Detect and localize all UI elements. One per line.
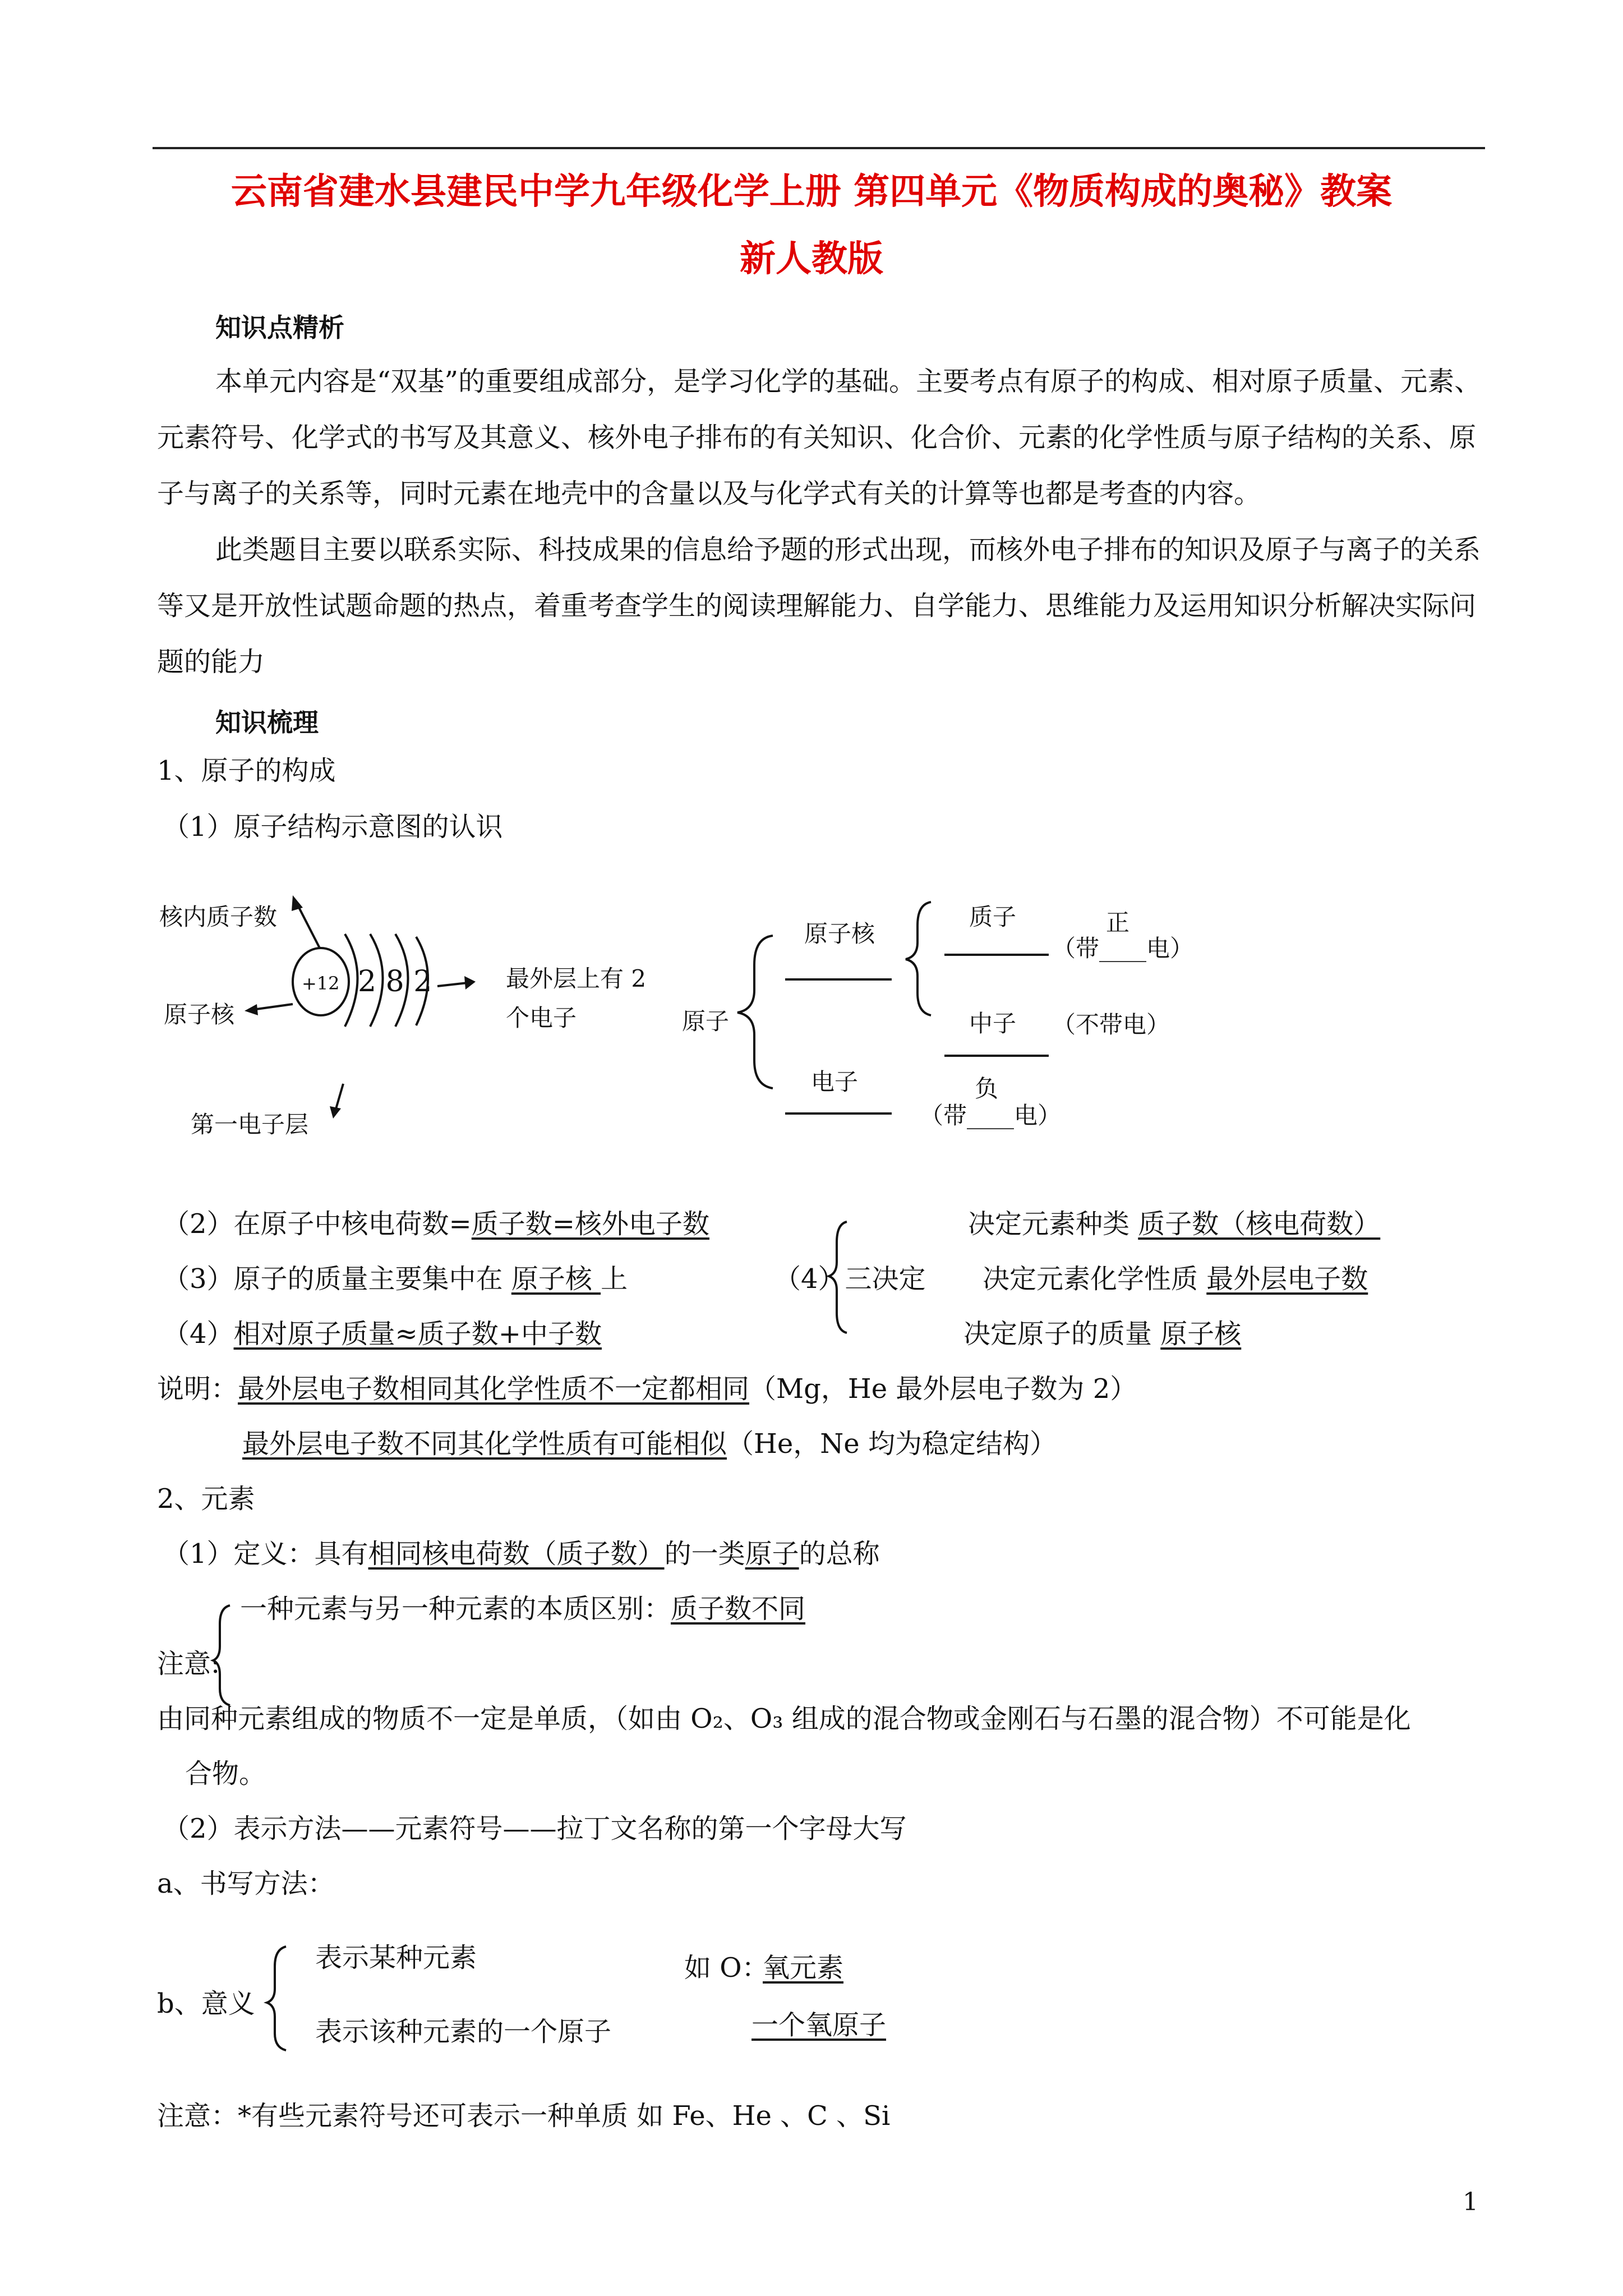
- writing-method: a、书写方法：: [157, 1868, 335, 1899]
- three-determine-label: （4）三决定: [774, 1263, 926, 1295]
- line-nuclear-charge: （2）在原子中核电荷数=质子数=核外电子数: [163, 1208, 710, 1240]
- electron-charge: （带____电）: [920, 1102, 1062, 1129]
- outer-shell-line2: 个电子: [506, 1004, 577, 1032]
- element-representation: （2）表示方法——元素符号——拉丁文名称的第一个字母大写: [163, 1813, 907, 1844]
- note-element-difference: 一种元素与另一种元素的本质区别：质子数不同: [240, 1593, 806, 1625]
- outer-shell-line1: 最外层上有 2: [506, 965, 647, 992]
- electron-shells-numbers: 2 8 2: [358, 965, 432, 999]
- example-label: 如 O：: [684, 1952, 769, 1984]
- atom-brace: [737, 936, 773, 1088]
- neutron-charge: （不带电）: [1052, 1011, 1170, 1038]
- paragraph-1: 本单元内容是“双基”的重要组成部分，是学习化学的基础。主要考点有原子的构成、相对原子质量、元素、元素符号、化学式的书写及其意义、核外电子排布的有关知识、化合价、元素的化学性质与原子结构的关系、原子与离子的关系等，同时元素在地壳中的含量以及与化学式有关的计算等也都是考查的内容。: [157, 366, 1482, 509]
- meaning-label: b、意义: [157, 1988, 255, 2019]
- label-first-shell: 第一电子层: [191, 1111, 309, 1138]
- shell-arc-1: [345, 934, 358, 1027]
- proton-charge: （带____电）: [1052, 935, 1194, 962]
- label-nucleus: 原子核: [164, 1001, 235, 1028]
- document-subtitle: 新人教版: [740, 238, 883, 280]
- line-relative-mass: （4）相对原子质量≈质子数+中子数: [163, 1318, 602, 1350]
- label-proton: 质子: [969, 903, 1017, 931]
- meaning-atom: 表示该种元素的一个原子: [315, 2016, 612, 2047]
- note-substance-line2: 合物。: [185, 1758, 266, 1789]
- paragraph-2: 此类题目主要以联系实际、科技成果的信息给予题的形式出现，而核外电子排布的知识及原子与离子的关系等又是开放性试题命题的热点，着重考查学生的阅读理解能力、自学能力、思维能力及运用知识分析解决实际问题的能力: [157, 534, 1481, 678]
- page-number: 1: [1463, 2188, 1478, 2216]
- determine-chemical-property: 决定元素化学性质 最外层电子数: [983, 1263, 1368, 1295]
- note-element-symbol: 注意：*有些元素符号还可表示一种单质 如 Fe、He 、C 、Si: [157, 2100, 891, 2132]
- label-nucleus-protons: 核内质子数: [159, 903, 278, 931]
- item-atom-structure: 1、原子的构成: [157, 755, 336, 786]
- meaning-element: 表示某种元素: [315, 1942, 477, 1973]
- section-heading-review: 知识梳理: [215, 707, 319, 738]
- example-oxygen-element: 氧元素: [763, 1952, 844, 1984]
- note-line-1: 说明：最外层电子数相同其化学性质不一定都相同（Mg，He 最外层电子数为 2）: [157, 1373, 1137, 1405]
- meaning-brace: [267, 1947, 286, 2050]
- item-element: 2、元素: [157, 1483, 255, 1515]
- section-heading-analysis: 知识点精析: [215, 312, 344, 343]
- example-oxygen-atom: 一个氧原子: [751, 2009, 887, 2041]
- proton-charge-word: 正: [1106, 909, 1130, 936]
- note-substance-line1: 由同种元素组成的物质不一定是单质，（如由 O₂、O₃ 组成的混合物或金刚石与石墨的混合物）不可能是化: [157, 1703, 1411, 1734]
- document-title: 云南省建水县建民中学九年级化学上册 第四单元《物质构成的奥秘》教案: [230, 171, 1393, 213]
- line-mass-concentration: （3）原子的质量主要集中在 原子核 上: [163, 1263, 628, 1295]
- element-definition: （1）定义：具有相同核电荷数（质子数）的一类原子的总称: [163, 1538, 880, 1570]
- determine-atom-mass: 决定原子的质量 原子核: [963, 1318, 1242, 1350]
- determine-element-type: 决定元素种类 质子数（核电荷数）: [968, 1208, 1381, 1240]
- item-atom-diagram: （1）原子结构示意图的认识: [163, 811, 503, 843]
- nucleus-charge: +12: [302, 973, 340, 994]
- note-line-2: 最外层电子数不同其化学性质有可能相似（He，Ne 均为稳定结构）: [242, 1428, 1057, 1460]
- label-atom: 原子: [682, 1007, 730, 1035]
- label-electron: 电子: [811, 1068, 859, 1096]
- electron-charge-word: 负: [975, 1075, 999, 1102]
- label-atom-nucleus: 原子核: [804, 920, 875, 947]
- note-label: 注意:: [157, 1648, 220, 1680]
- label-neutron: 中子: [969, 1010, 1017, 1037]
- nucleus-brace: [906, 902, 931, 1015]
